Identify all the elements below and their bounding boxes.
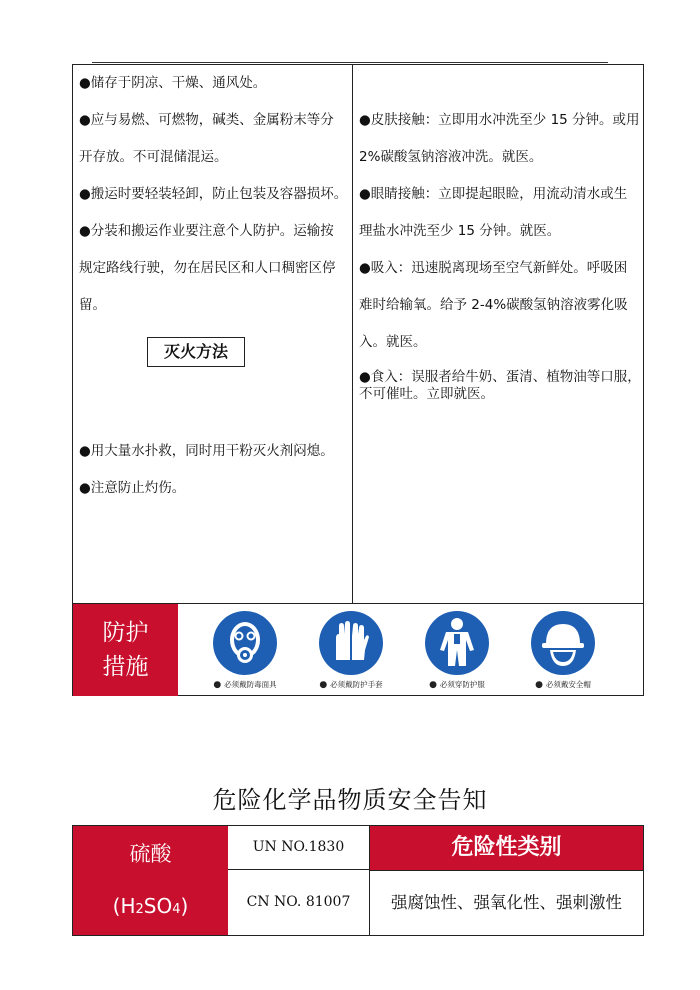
sign-caption: ● 必须戴防护手套 [319, 680, 383, 690]
fire-fighting-section [79, 433, 351, 507]
protective-suit-icon [424, 610, 490, 676]
substance-name-cell [73, 826, 228, 935]
protection-label [73, 604, 178, 696]
sign-gas-mask [195, 610, 295, 690]
first-aid-line: 入。就医。 [359, 334, 427, 350]
un-number: UN NO.1830 [228, 826, 370, 870]
fire-line: ●用大量水扑救，同时用干粉灭火剂闷熄。 [79, 443, 334, 459]
sign-hard-hat [513, 610, 613, 690]
first-aid-ingestion: ●食入：误服者给牛奶、蛋清、植物油等口服，不可催吐。立即就医。 [359, 369, 641, 402]
substance-formula: (H2SO4) [112, 894, 189, 918]
gloves-icon [318, 610, 384, 676]
storage-line: ●分装和搬运作业要注意个人防护。运输按 [79, 223, 334, 239]
hard-hat-icon [530, 610, 596, 676]
storage-line: 开存放。不可混储混运。 [79, 149, 228, 165]
fire-line: ●注意防止灼伤。 [79, 480, 186, 496]
safety-panel [72, 64, 644, 696]
storage-section [79, 65, 351, 324]
first-aid-section [359, 102, 643, 403]
hazard-category-label: 危险性类别 [370, 826, 643, 870]
hazard-category-value: 强腐蚀性、强氧化性、强刺激性 [370, 870, 643, 935]
substance-table [72, 825, 644, 936]
sign-caption: ● 必须戴防毒面具 [213, 680, 277, 690]
first-aid-line: ●皮肤接触：立即用水冲洗至少 15 分钟。或用 [359, 112, 640, 128]
protection-label-line1: 防护 [102, 620, 149, 646]
notice-title: 危险化学品物质安全告知 [212, 786, 488, 814]
header-rule [92, 62, 608, 63]
substance-name: 硫酸 [129, 842, 172, 866]
sign-caption: ● 必须穿防护服 [429, 680, 485, 690]
sign-caption: ● 必须戴安全帽 [535, 680, 591, 690]
storage-line: ●储存于阴凉、干燥、通风处。 [79, 75, 267, 91]
fire-fighting-title: 灭火方法 [147, 337, 245, 367]
first-aid-line: ●吸入：迅速脱离现场至空气新鲜处。呼吸困 [359, 260, 628, 276]
first-aid-line: ●眼睛接触：立即提起眼睑，用流动清水或生 [359, 186, 628, 202]
gas-mask-icon [212, 610, 278, 676]
sign-gloves [301, 610, 401, 690]
protection-label-line2: 措施 [102, 654, 149, 680]
storage-line: ●应与易燃、可燃物，碱类、金属粉末等分 [79, 112, 334, 128]
sign-protective-suit [407, 610, 507, 690]
storage-line: ●搬运时要轻装轻卸，防止包装及容器损坏。 [79, 186, 348, 202]
storage-line: 规定路线行驶，勿在居民区和人口稠密区停 [79, 260, 336, 276]
column-divider [352, 65, 353, 603]
first-aid-line: 理盐水冲洗至少 15 分钟。就医。 [359, 223, 561, 239]
first-aid-line: 难时给输氧。给予 2-4%碳酸氢钠溶液雾化吸 [359, 297, 628, 313]
storage-line: 留。 [79, 297, 106, 313]
cn-number: CN NO. 81007 [228, 870, 370, 935]
first-aid-line: 2%碳酸氢钠溶液冲洗。就医。 [359, 149, 543, 165]
